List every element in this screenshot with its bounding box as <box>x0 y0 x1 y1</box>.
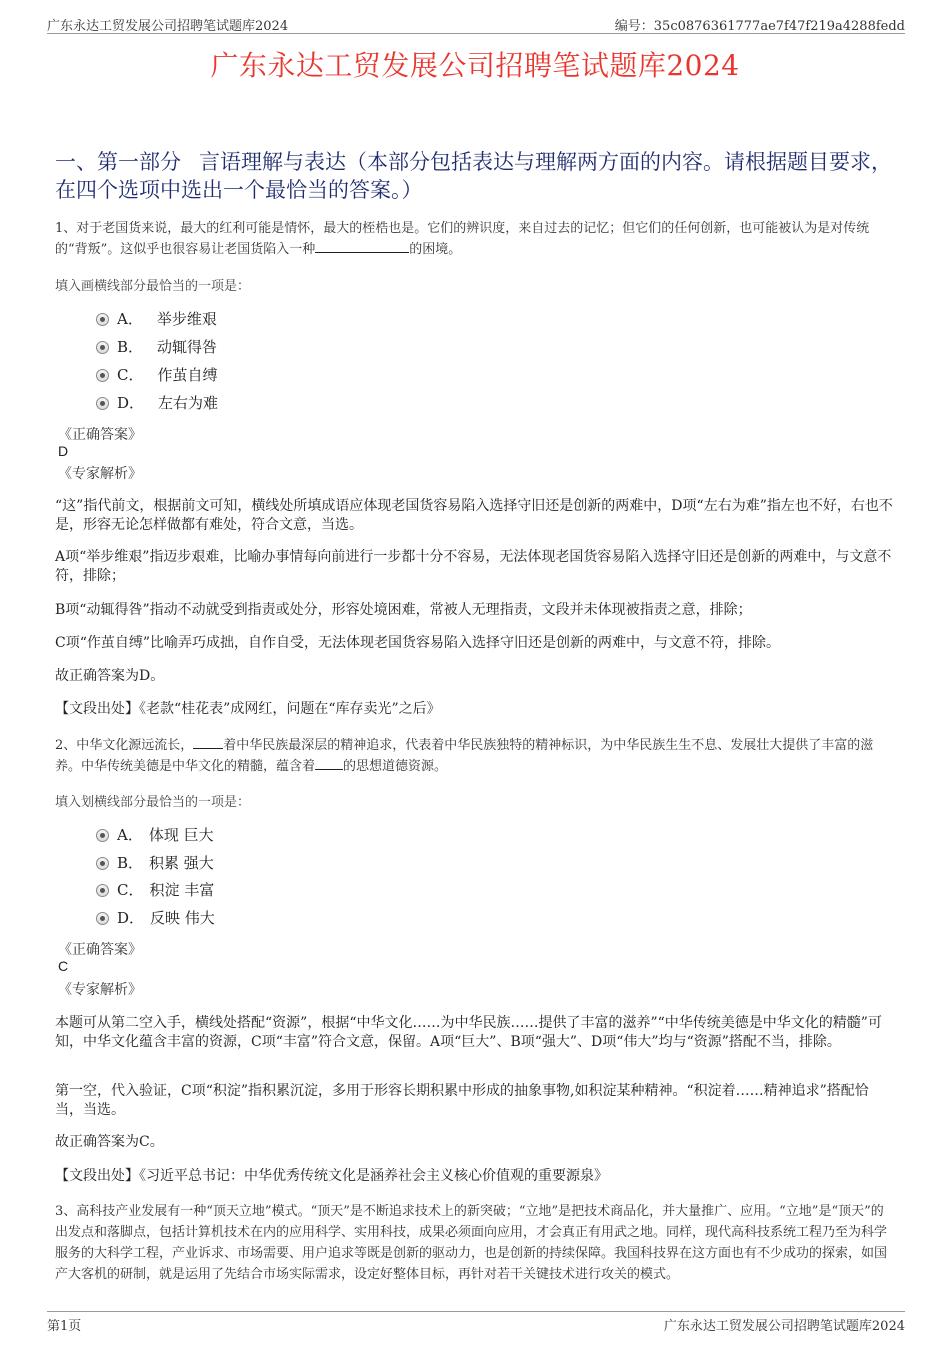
question-1-conclusion: 故正确答案为D。 <box>55 668 165 684</box>
question-1-hint: 填入画横线部分最恰当的一项是： <box>55 279 251 294</box>
question-2-hint: 填入划横线部分最恰当的一项是： <box>55 795 251 810</box>
option-text: 积淀 丰富 <box>149 881 215 899</box>
question-1-option-d[interactable] <box>96 393 218 413</box>
page-number: 第1页 <box>47 1319 82 1334</box>
question-2-analysis-p2: 第一空，代入验证，C项“积淀”指积累沉淀，多用于形容长期积累中形成的抽象事物,如积淀某种精神。“积淀着……精神追求”搭配恰当，当选。 <box>55 1083 869 1118</box>
question-2-answer-label: 《正确答案》 <box>58 942 142 958</box>
option-text: 举步维艰 <box>156 310 217 328</box>
page-header <box>47 14 905 34</box>
option-letter: D． <box>117 909 145 927</box>
question-2-text-a: 2、中华文化源远流长， <box>55 738 194 753</box>
radio-icon[interactable] <box>96 829 109 842</box>
option-letter: B． <box>117 854 144 872</box>
question-1-blank <box>315 239 409 253</box>
section-heading <box>55 148 895 204</box>
question-2-stem <box>55 735 895 777</box>
question-1-analysis-p3: B项“动辄得咎”指动不动就受到指责或处分，形容处境困难，常被人无理指责，文段并未体现被指责之意，排除； <box>55 602 752 618</box>
question-1-analysis-p2: A项“举步维艰”指迈步艰难，比喻办事情每向前进行一步都十分不容易，无法体现老国货容易陷入选择守旧还是创新的两难中，与文意不符，排除； <box>55 549 892 584</box>
option-text: 反映 伟大 <box>150 909 215 927</box>
section-description: 言语理解与表达（本部分包括表达与理解两方面的内容。请根据题目要求，在四个选项中选出一个最恰当的答案。） <box>55 150 892 202</box>
question-2-blank-1 <box>193 735 223 749</box>
question-2-text-b: 着中华民族最深层的精神追求，代表着中华民族独特的精神标识，为中华民族生生不息、发展壮大提供了丰富的滋养。中华传统美德是中华文化的精髓，蕴含着 <box>55 738 874 774</box>
section-part: 一、第一部分 <box>55 150 181 174</box>
question-2-answer: C <box>58 958 69 974</box>
radio-icon[interactable] <box>96 369 109 382</box>
option-text: 动辄得咎 <box>157 338 218 356</box>
header-doc-id: 编号：35c0876361777ae7f47f219a4288fedd <box>614 19 905 34</box>
option-text: 积累 强大 <box>149 854 214 872</box>
radio-icon[interactable] <box>96 313 109 326</box>
question-2-text-c: 的思想道德资源。 <box>343 759 448 774</box>
option-letter: B． <box>117 338 144 356</box>
option-text: 体现 巨大 <box>148 826 214 844</box>
question-1-answer: D <box>58 443 69 459</box>
question-1-answer-label: 《正确答案》 <box>58 427 142 443</box>
question-1-option-b[interactable] <box>96 337 217 357</box>
option-letter: C． <box>117 366 144 384</box>
page-footer <box>47 1311 905 1334</box>
question-2-source: 【文段出处】《习近平总书记：中华优秀传统文化是涵养社会主义核心价值观的重要源泉》 <box>55 1168 608 1184</box>
question-2-option-a[interactable] <box>96 825 214 845</box>
option-letter: A． <box>117 826 143 844</box>
question-2-option-c[interactable] <box>96 880 214 900</box>
radio-icon[interactable] <box>96 884 109 897</box>
question-1-analysis-p4: C项“作茧自缚”比喻弄巧成拙，自作自受，无法体现老国货容易陷入选择守旧还是创新的两难中，与文意不符，排除。 <box>55 635 781 651</box>
question-3-stem: 3、高科技产业发展有一种“顶天立地”模式。“顶天”是不断追求技术上的新突破；“立地”是把技术商品化，并大量推广、应用。“立地”是“顶天”的出发点和落脚点，包括计算机技术在内的应用科学、实用科技，成果必须面向应用，才会真正有用武之地。同样，现代高科技系统工程乃至为科学服务的大科学工程，产业诉求、市场需要、用户追求等既是创新的驱动力，也是创新的持续保障。我国科技界在这方面也有不少成功的探索，如国产大客机的研制，就是运用了先结合市场实际需求，设定好整体目标，再针对若干关键技术进行攻关的模式。 <box>55 1204 888 1282</box>
page-title: 广东永达工贸发展公司招聘笔试题库2024 <box>210 49 740 82</box>
option-letter: C． <box>117 881 144 899</box>
question-2-analysis-label: 《专家解析》 <box>58 982 142 998</box>
footer-doc-title: 广东永达工贸发展公司招聘笔试题库2024 <box>663 1319 905 1334</box>
option-text: 左右为难 <box>158 394 219 412</box>
question-1-text-b: 的困境。 <box>409 242 462 257</box>
radio-icon[interactable] <box>96 857 109 870</box>
question-1-option-c[interactable] <box>96 365 218 385</box>
question-2-conclusion: 故正确答案为C。 <box>55 1134 164 1150</box>
radio-icon[interactable] <box>96 341 109 354</box>
question-2-blank-2 <box>315 756 343 770</box>
question-1-analysis-label: 《专家解析》 <box>58 466 142 482</box>
question-1-text-a: 1、对于老国货来说，最大的红利可能是情怀，最大的桎梏也是。它们的辨识度，来自过去的记忆；但它们的任何创新，也可能被认为是对传统的“背叛”。这似乎也很容易让老国货陷入一种 <box>55 221 870 257</box>
question-1-analysis-p1: “这”指代前文，根据前文可知，横线处所填成语应体现老国货容易陷入选择守旧还是创新的两难中，D项“左右为难”指左也不好，右也不是，形容无论怎样做都有难处，符合文意，当选。 <box>55 498 893 533</box>
question-1-stem <box>55 218 895 260</box>
question-2-option-d[interactable] <box>96 908 215 928</box>
option-letter: A． <box>117 310 143 328</box>
question-1-source: 【文段出处】《老款“桂花表”成网红，问题在“库存卖光”之后》 <box>55 701 441 717</box>
radio-icon[interactable] <box>96 912 109 925</box>
option-text: 作茧自缚 <box>157 366 218 384</box>
option-letter: D． <box>117 394 145 412</box>
question-2-option-b[interactable] <box>96 853 214 873</box>
question-2-analysis-p1: 本题可从第二空入手，横线处搭配“资源”，根据“中华文化……为中华民族……提供了丰富的滋养”“中华传统美德是中华文化的精髓”可知，中华文化蕴含丰富的资源，C项“丰富”符合文意，保留。A项“巨大”、B项“强大”、D项“伟大”均与“资源”搭配不当，排除。 <box>55 1015 882 1050</box>
question-1-option-a[interactable] <box>96 309 217 329</box>
radio-icon[interactable] <box>96 397 109 410</box>
header-doc-title: 广东永达工贸发展公司招聘笔试题库2024 <box>47 19 289 34</box>
